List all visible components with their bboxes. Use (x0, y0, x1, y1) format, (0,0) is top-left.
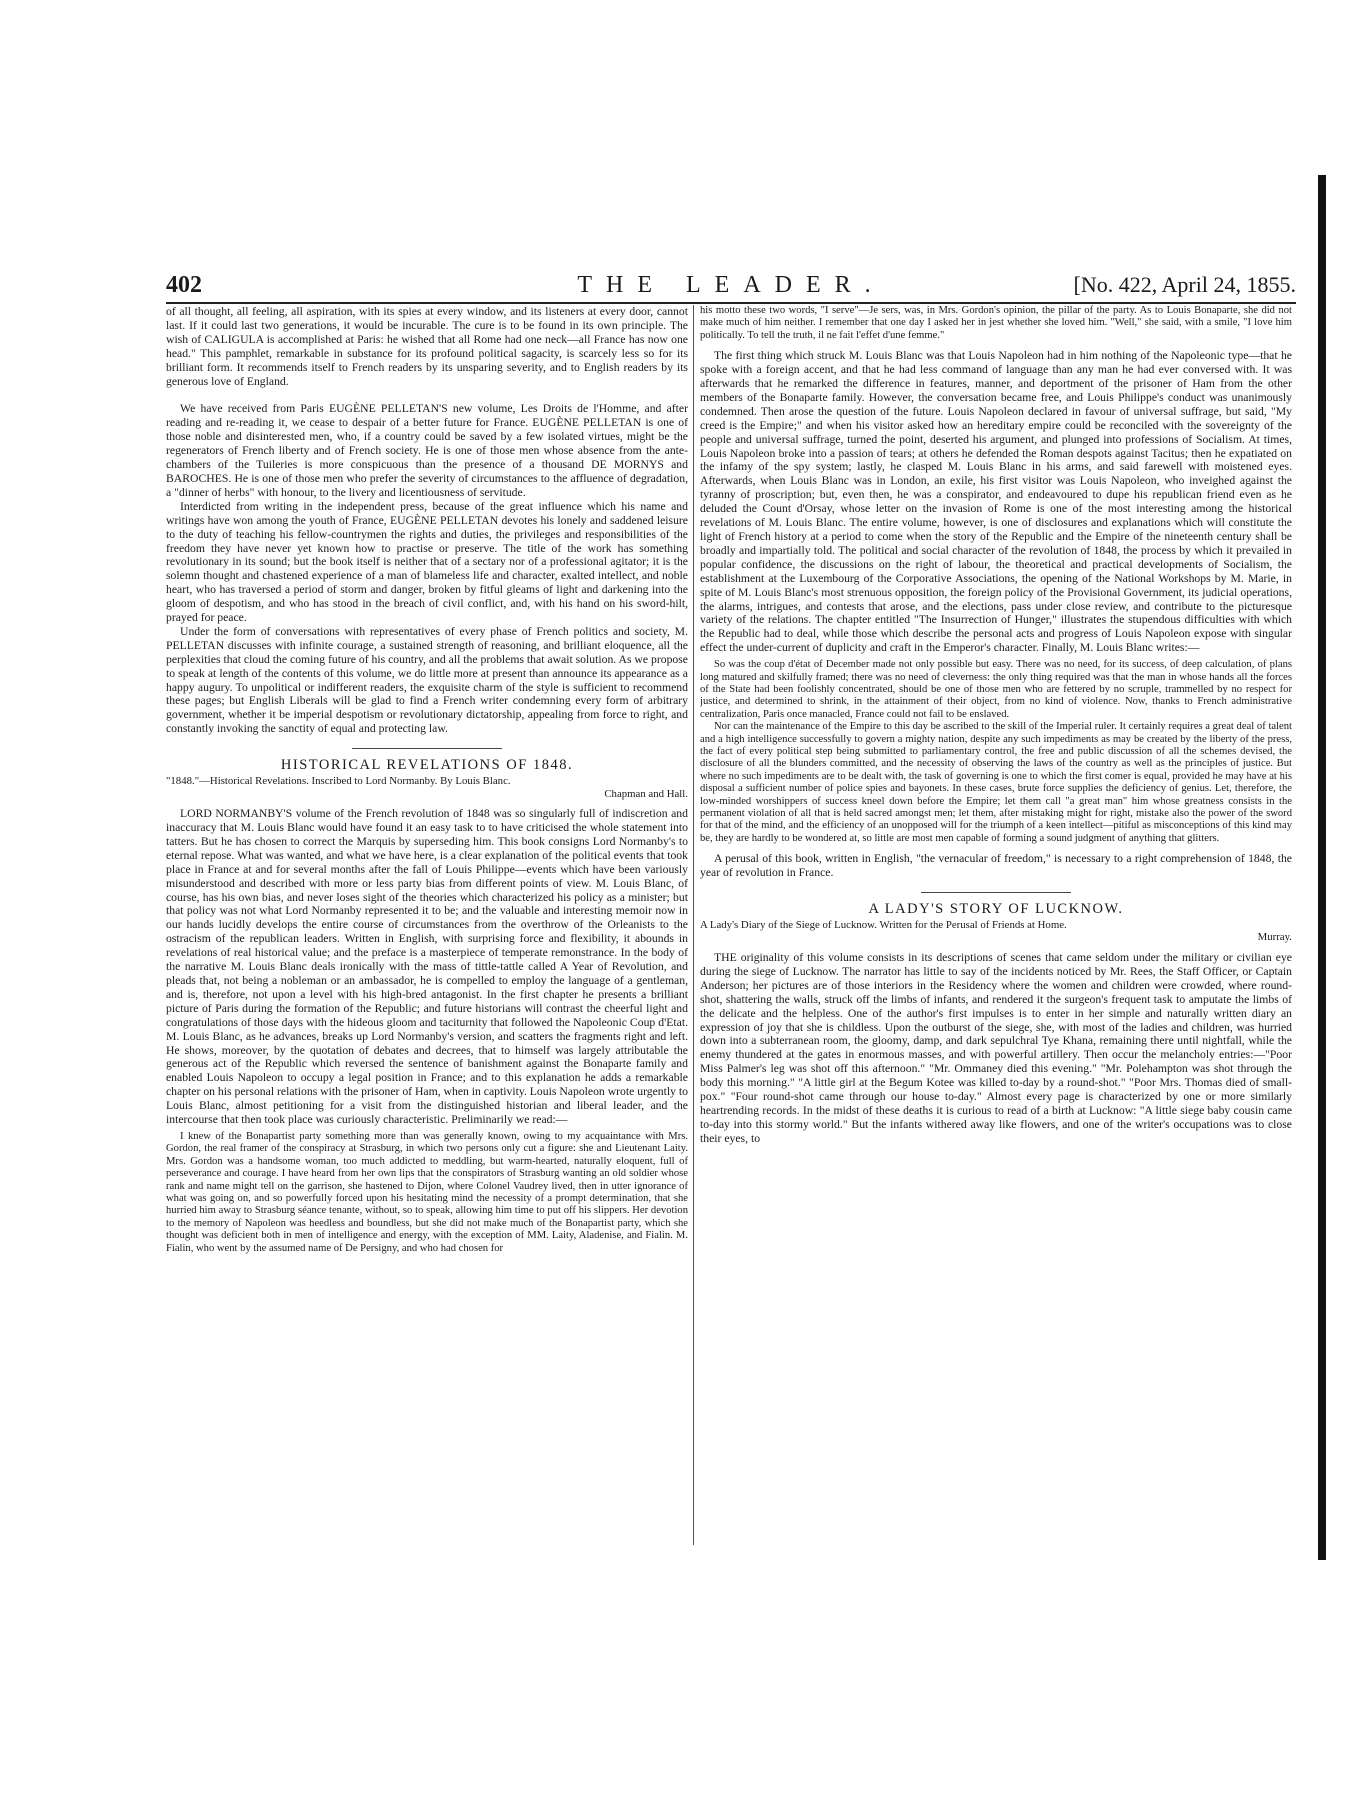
left-column (166, 305, 688, 1545)
book-byline (700, 919, 1292, 944)
masthead: THE LEADER. (577, 272, 885, 298)
paragraph: Under the form of conversations with representatives of every phase of French politics and society, M. PELLETAN discusses with infinite courage, a sustained strength of reasoning, and brilliant eloquence, all the perplexities that cloud the coming future of his country, and all the problems that await solution. As we propose to speak at length of the contents of this volume, we do little more at present than announce its appearance as a happy augury. To unpolitical or indifferent readers, the exquisite charm of the style is sufficient to recommend these pages; but English Liberals will be glad to find a French writer condemning every form of arbitrary government, whether it be imperial despotism or revolutionary dictatorship, appealing from force to right, and constantly invoking the sanctity of equal and protecting law. (166, 624, 688, 736)
quotation (166, 1131, 688, 1255)
paragraph: A perusal of this book, written in English, "the vernacular of freedom," is necessary to a right comprehension of 1848, the year of revolution in France. (700, 852, 1292, 880)
section-title: HISTORICAL REVELATIONS OF 1848. (280, 757, 574, 774)
publisher: Murray. (1257, 931, 1292, 944)
issue-date: [No. 422, April 24, 1855. (1073, 272, 1296, 297)
quotation (700, 305, 1292, 342)
quote-text: his motto these two words, "I serve"—Je sers, was, in Mrs. Gordon's opinion, the pillar of the party. As to Louis Bonaparte, she did not make much of him neither. I remember that one day I asked her in jest whether she loved him. "Well," she said, with a smile, "I love him politically. To tell the truth, il ne fait l'effet d'une femme." (700, 305, 1292, 341)
paragraph: Interdicted from writing in the independent press, because of the great influence which his name and writings have won among the youth of France, EUGÈNE PELLETAN devotes his lonely and saddened leisure to the duty of teaching his fellow-countrymen the rights and duties, the privileges and responsibilities of the freedom they have never yet known how to practise or preserve. The title of the work has something revolutionary in its sound; but the book itself is neither that of a sectary nor of a professional agitator; it is the solemn thought and chastened experience of a man of blameless life and character, exalted intellect, and noble heart, who has traversed a period of storm and danger, broken by fitful gleams of light and darkening into the gloom of despotism, and who has stood in the breach of civil conflict, and, with his hand on his sword-hilt, prayed for peace. (166, 499, 688, 625)
page-edge-rule (1318, 175, 1326, 1560)
quote-text: So was the coup d'état of December made not only possible but easy. There was no need, for its success, of deep calculation, of plans long matured and skilfully framed; there was no need of cleverness: the only thing required was that the man in whose hands all the forces of the State had been foolishly concentrated, should be one of those men who are fettered by no scruple, trammelled by no respect for justice, and determined to shrink, in the attainment of their object, from no kind of violence. Now, thanks to French administrative centralization, Paris once manacled, France could not fail to be enslaved. (700, 659, 1292, 720)
paragraph: The first thing which struck M. Louis Blanc was that Louis Napoleon had in him nothing of the Napoleonic type—that he spoke with a foreign accent, and that he had less command of language than any man he had ever conversed with. It was afterwards that he remarked the difference in features, manner, and deportment of the prisoner of Ham from the other members of the Bonaparte family. However, the conversation became free, and Louis Philippe's conduct was unanimously condemned. Then arose the question of the future. Louis Napoleon declared in favour of universal suffrage, but said, "My creed is the Empire;" and when his visitor asked how an hereditary empire could be reconciled with the sovereignty of the people and universal suffrage, turned the point, deserted his argument, and plunged into professions of Socialism. At times, Louis Napoleon broke into a passion of tears; at others he defended the Roman despots against Tacitus; then he expatiated on the infamy of the spy system; lastly, he clasped M. Louis Blanc in his arms, and said farewell with moistened eyes. Afterwards, when Louis Blanc was in London, an exile, his first visitor was Louis Napoleon, who inveighed against the tyranny of proscription; but, even then, he was a conspirator, and endeavoured to dupe his republican friend even as he deluded the Count d'Orsay, whose letter on the invasion of Rome is one of the most interesting among the historical revelations of M. Louis Blanc. The entire volume, however, is one of disclosures and explanations which will constitute the light of French history at a period to come when the story of the Republic and the Empire of the nineteenth century shall be broadly and impartially told. The political and social character of the revolution of 1848, the process by which it prevailed in popular confidence, the discussions on the right of labour, the theoretical and practical developments of Socialism, the establishment at the Luxembourg of the Corporative Associations, the opening of the National Workshops by M. Marie, in spite of M. Louis Blanc's most strenuous opposition, the foreign policy of the Provisional Government, its judicial operations, the alarms, intrigues, and contests that arose, and the elections, pass under close review, and contribute to the picturesque variety of the relations. The chapter entitled "The Insurrection of Hunger," illustrates the stupendous difficulties with which the Republic had to deal, while those which describe the personal acts and progress of Louis Napoleon expose with singular effect the under-current of duplicity and craft in the Emperor's character. Finally, M. Louis Blanc writes:— (700, 349, 1292, 655)
page-number: 402 (166, 272, 202, 298)
publisher: Chapman and Hall. (604, 787, 688, 800)
paragraph: We have received from Paris EUGÈNE PELLETAN'S new volume, Les Droits de l'Homme, and after reading and re-reading it, we cease to despair of a better future for France. EUGÈNE PELLETAN is one of those noble and disinterested men, who, if a country could be saved by a few isolated virtues, might be the regenerators of French liberty and of French society. He is one of those men whose absence from the ante-chambers of the Tuileries is more conspicuous than the presence of a thousand DE MORNYS and BAROCHES. He is one of those men who prefer the severity of circumstances to the affluence of degradation, a "dinner of herbs" with honour, to the livery and licentiousness of servitude. (166, 402, 688, 499)
byline-text: A Lady's Diary of the Siege of Lucknow. Written for the Perusal of Friends at Home. (700, 918, 1067, 931)
paragraph: THE originality of this volume consists in its descriptions of scenes that came seldom under the military or civilian eye during the siege of Lucknow. The narrator has little to say of the incidents noticed by Mr. Rees, the Staff Officer, or Captain Anderson; her pictures are of those interiors in the Residency where the women and children were crowded, where round-shot, shattering the walls, struck off the limbs of infants, and rendered it the surgeon's frequent task to amputate the limbs of the delicate and the helpless. One of the author's first impulses is to enter in her simple and naturally written diary an expression of joy that she is childless. Upon the outburst of the siege, she, with most of the ladies and children, was hurried down into a subterranean room, the gloomy, damp, and dark sepulchral Tye Khana, remaining there until nightfall, while the enemy thundered at the gates in enormous masses, and with powerful artillery. Then occur the melancholy entries:—"Poor Miss Palmer's leg was shot off this afternoon." "Mr. Ommaney died this evening." "Mr. Polehampton was shot through the body this morning." "A little girl at the Begum Kotee was killed to-day by a round-shot." "Poor Mrs. Thomas died of small-pox." "Four round-shot came through our house to-day." Almost every page is characterized by one or more similarly heartrending records. In the midst of these deaths it is curious to read of a birth at Lucknow: "A little siege baby cousin came to-day into this stormy world." But the infants withered away like flowers, and one of the writer's occupations was to close their eyes, to (700, 950, 1292, 1145)
section-rule (921, 892, 1071, 893)
quotation (700, 659, 1292, 845)
quote-text: Nor can the maintenance of the Empire to this day be ascribed to the skill of the Imperial ruler. It certainly requires a great deal of talent and a high intelligence successfully to govern a mighty nation, despite any such impediments as may be created by the liberty of the press, the fact of every political step being submitted to parliamentary control, the free and public discussion of all the schemes devised, the disclosure of all the blunders committed, and the necessity of observing the laws of the country as well as the principles of justice. But where no such impediments are to be dealt with, the task of governing is one to which the first comer is equal, provided he may have at his disposal a sufficient number of police spies and bayonets. In these cases, brute force supplies the deficiency of genius. Let, therefore, the low-minded worshippers of success kneel down before the Empire; let them call "a great man" him whose greatness consists in the permanent violation of all that is held sacred amongst men; let them, after mistaking might for right, mistake also the power of the sword for that of the mind, and the efficiency of an unopposed will for the triumph of a keen intellect—pitiful as misconceptions of this kind may be, they are hardly to be wondered at, so little are most men capable of forming a sound judgment of anything that glitters. (700, 721, 1292, 844)
book-byline (166, 775, 688, 800)
section-rule (352, 748, 502, 749)
right-column (700, 305, 1292, 1545)
column-divider (693, 305, 694, 1545)
quote-text: I knew of the Bonapartist party something more than was generally known, owing to my acquaintance with Mrs. Gordon, the real framer of the conspiracy at Strasburg, in which two persons only cut a figure: she and Lieutenant Laity. Mrs. Gordon was a handsome woman, too much addicted to meddling, but warm-hearted, naturally eloquent, full of perseverance and courage. I have heard from her own lips that the conspirators of Strasburg wanting an old soldier whose rank and name might tell on the garrison, she hastened to Dijon, where Colonel Vaudrey lived, then in utter ignorance of what was going on, and so powerfully forced upon his hesitating mind the necessity of a prompt determination, that she hurried him away to Strasburg séance tenante, without, so to speak, allowing him time to put off his slippers. Her devotion to the memory of Napoleon was heedless and boundless, but she did not make much of the Bonapartist party, which she thought was deficient both in men of intelligence and energy, with the exception of MM. Laity, Aladenise, and Fialin. M. Fialin, who went by the assumed name of De Persigny, and who had chosen for (166, 1130, 688, 1254)
byline-text: "1848."—Historical Revelations. Inscribed to Lord Normanby. By Louis Blanc. (166, 775, 511, 788)
section-title: A LADY'S STORY OF LUCKNOW. (868, 901, 1124, 918)
paragraph: LORD NORMANBY'S volume of the French revolution of 1848 was so singularly full of indiscretion and inaccuracy that M. Louis Blanc would have found it an easy task to to have criticised the whole statement into tatters. But he has chosen to correct the Marquis by superseding him. This book consigns Lord Normanby's to eternal repose. What was wanted, and what we have here, is a clear explanation of the political events that took place in France at and for several months after the fall of Louis Philippe—events which have been variously misunderstood and described with more or less party bias from different points of view. M. Louis Blanc, of course, has his own bias, and never loses sight of the theories which characterized his policy as a minister; but that policy was not what Lord Normanby represented it to be; and the valuable and interesting memoir now in our hands lucidly develops the entire course of circumstances from the overthrow of the Orleanists to the ostracism of the republican leaders. Written in English, with surprising force and flexibility, it abounds in revelations of real historical value; and the preface is a masterpiece of temperate remonstrance. In the body of the narrative M. Louis Blanc deals ironically with the mass of tittle-tattle called A Year of Revolution, and pleads that, not being a nobleman or an ambassador, he is compelled to employ the language of a gentleman, and is, therefore, not upon a level with his high-bred antagonist. In the first chapter he presents a brilliant picture of Paris during the formation of the Republic; and future historians will contrast the cheerful light and congratulations of those days with the hideous gloom and taciturnity that followed the Napoleonic Coup d'Etat. M. Louis Blanc, as he advances, breaks up Lord Normanby's version, and scatters the fragments right and left. He shows, moreover, by the quotation of debates and decrees, that to himself was largely attributable the generous act of the Republic which reversed the sentence of banishment against the Bonaparte family and enabled Louis Napoleon to occupy a legal position in France; and to this explanation he adds a remarkable chapter on his personal relations with the prisoner of Ham, when in captivity. Louis Napoleon wrote urgently to Louis Blanc, almost petitioning for a visit from the distinguished historian and liberal leader, and the intercourse that then took place was curiously characteristic. Preliminarily we read:— (166, 807, 688, 1127)
paragraph: of all thought, all feeling, all aspiration, with its spies at every window, and its listeners at every door, cannot last. If it could last two generations, it would be incurable. The cure is to be found in its own principle. The wish of CALIGULA is accomplished at Paris: he wished that all Rome had one neck—all France has now one head." This pamphlet, remarkable in substance for its profound political sagacity, is scarcely less so for its brilliant form. It recommends itself to French readers by its unsparing severity, and to English readers by its generous love of England. (166, 305, 688, 388)
page-header (166, 272, 1296, 304)
